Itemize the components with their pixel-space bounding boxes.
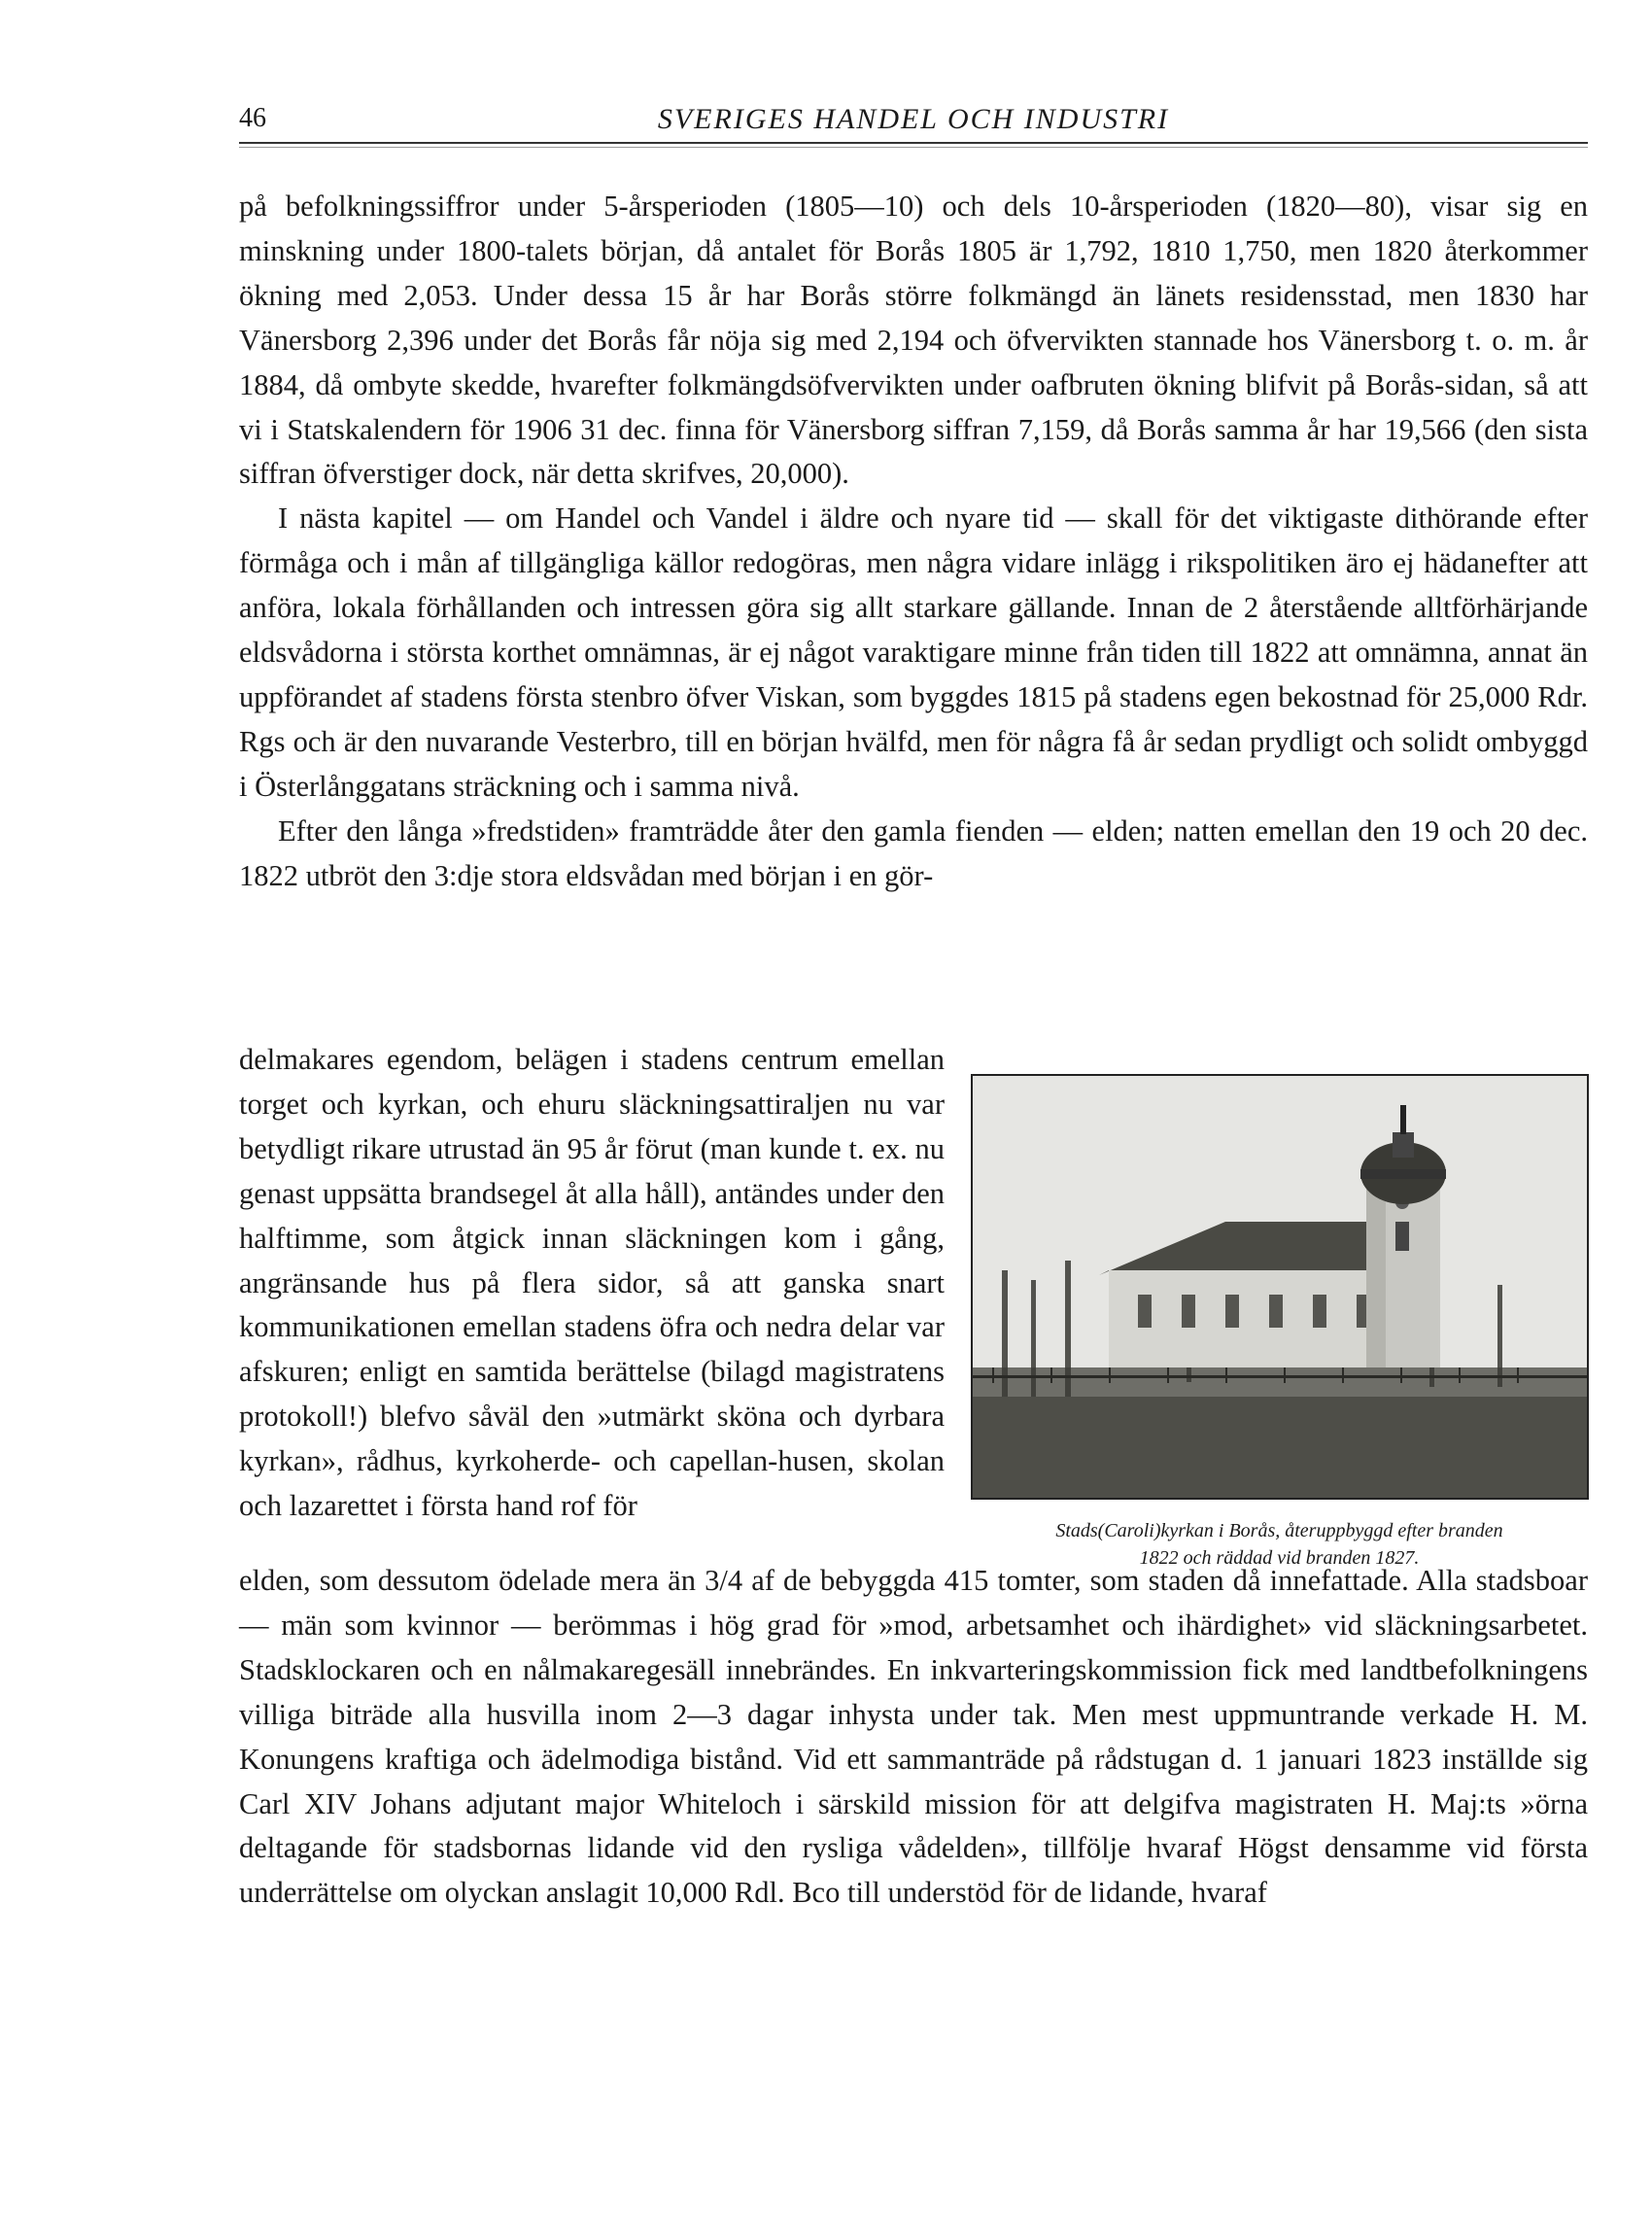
- paragraph: elden, som dessutom ödelade mera än 3/4 af de bebyggda 415 tomter, som staden då innefattade. Alla stadsboar — män som kvinnor — berömmas i hög grad för »mod, arbetsamhet och ihärdighet» vid släckningsarbetet. Stadsklockaren och en nålmakaregesäll innebrändes. En inkvarteringskommission fick med landtbefolkningens villiga biträde alla husvilla inom 2—3 dagar inhysta under tak. Men mest uppmuntrande verkade H. M. Konungens kraftiga och ädelmodiga bistånd. Vid ett sammanträde på rådstugan d. 1 januari 1823 inställde sig Carl XIV Johans adjutant major Whiteloch i särskild mission för att delgifva magistraten H. Maj:ts »örna deltagande för stadsbornas lidande vid den rysliga vådelden», tillfölje hvaraf Högst densamme vid första underrättelse om olyckan anslagit 10,000 Rdl. Bco till understöd för de lidande, hvaraf: [239, 1564, 1588, 1910]
- caption-line: Stads(Caroli)kyrkan i Borås, återuppbyggd efter branden: [1055, 1520, 1503, 1541]
- body-text-beside-figure: [239, 1038, 945, 1529]
- header-rule-thin: [239, 147, 1588, 148]
- church-figure: [971, 1074, 1588, 1572]
- body-text-bottom: [239, 1559, 1588, 1916]
- paragraph: Efter den långa »fredstiden» framträdde åter den gamla fienden — elden; natten emellan den 19 och 20 dec. 1822 utbröt den 3:dje stora eldsvådan med början i en gör-: [239, 813, 1588, 892]
- paragraph: delmakares egendom, belägen i stadens centrum emellan torget och kyrkan, och ehuru släckningsattiraljen nu var betydligt rikare utrustad än 95 år förut (man kunde t. ex. nu genast uppsätta brandsegel åt alla håll), antändes under den halftimme, som åtgick innan släckningen kom i gång, angränsande hus på flera sidor, så att ganska snart kommunikationen emellan stadens öfra och nedra delar var afskuren; enligt en samtida berättelse (bilagd magistratens protokoll!) blefvo såväl den »utmärkt sköna och dyrbara kyrkan», rådhus, kyrkoherde- och capellan-husen, skolan och lazarettet i första hand rof för: [239, 1043, 945, 1523]
- body-text-top: [239, 185, 1588, 899]
- paragraph: på befolkningssiffror under 5-årsperioden (1805—10) och dels 10-årsperioden (1820—80), visar sig en minskning under 1800-talets början, då antalet för Borås 1805 är 1,792, 1810 1,750, men 1820 återkommer ökning med 2,053. Under dessa 15 år har Borås större folkmängd än länets residensstad, men 1830 har Vänersborg 2,396 under det Borås får nöja sig med 2,194 och öfvervikten stannade hos Vänersborg t. o. m. år 1884, då ombyte skedde, hvarefter folkmängdsöfvervikten under oafbruten ökning blifvit på Borås-sidan, så att vi i Statskalendern för 1906 31 dec. finna för Vänersborg siffran 7,159, då Borås samma år har 19,566 (den sista siffran öfverstiger dock, när detta skrifves, 20,000).: [239, 190, 1588, 491]
- header-rule: [239, 142, 1588, 144]
- page-header: [239, 103, 1588, 142]
- running-title: SVERIGES HANDEL OCH INDUSTRI: [657, 103, 1170, 135]
- caption-line: 1822 och räddad vid branden 1827.: [1139, 1547, 1420, 1569]
- church-illustration: [973, 1076, 1587, 1498]
- paragraph: I nästa kapitel — om Handel och Vandel i äldre och nyare tid — skall för det viktigaste dithörande efter förmåga och i mån af tillgängliga källor redogöras, men några vidare inlägg i rikspolitiken äro ej hädanefter att anföra, lokala förhållanden och intressen göra sig allt starkare gällande. Innan de 2 återstående alltförhärjande eldsvådorna i största korthet omnämnas, är ej något varaktigare minne från tiden till 1822 att omnämna, annat än uppförandet af stadens första stenbro öfver Viskan, som byggdes 1815 på stadens egen bekostnad för 25,000 Rdr. Rgs och är den nuvarande Vesterbro, till en början hvälfd, men för några få år sedan prydligt och solidt ombyggd i Österlånggatans sträckning och i samma nivå.: [239, 502, 1588, 803]
- page-number: 46: [239, 103, 266, 133]
- church-photo: [971, 1074, 1589, 1500]
